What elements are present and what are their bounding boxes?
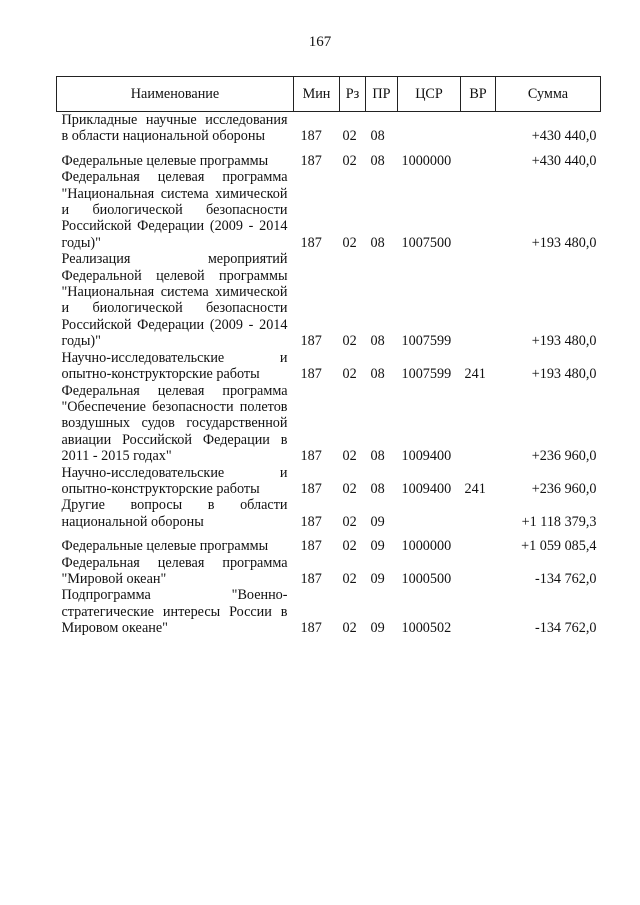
row-min: 187 (300, 152, 322, 169)
row-min: 187 (300, 128, 322, 145)
row-csr: 1009400 (401, 480, 452, 497)
table-row (57, 350, 601, 383)
row-csr: 1000000 (401, 538, 452, 555)
row-csr: 1007599 (401, 366, 452, 383)
page-number: 167 (308, 34, 332, 50)
row-sum: +430 440,0 (531, 152, 597, 169)
row-name: Федеральные целевые программы (61, 152, 269, 169)
row-vr (461, 383, 496, 465)
row-rz: 02 (342, 538, 357, 555)
row-min: 187 (300, 366, 322, 383)
row-csr (398, 112, 461, 145)
row-rz: 02 (342, 333, 357, 350)
row-name: Федеральная целевая программа "Национальная система химической и биологической безопасности Российской Федерации (2009 - 2014 годы)" (61, 169, 288, 251)
row-csr (398, 497, 461, 530)
table-row (57, 383, 601, 465)
row-vr (461, 555, 496, 588)
row-pr: 08 (370, 366, 385, 383)
row-vr (461, 251, 496, 349)
row-pr: 08 (370, 152, 385, 169)
row-pr: 09 (370, 620, 385, 637)
row-vr (461, 169, 496, 251)
row-rz: 02 (342, 570, 357, 587)
row-name: Федеральные целевые программы (61, 538, 269, 555)
table-body (57, 112, 601, 637)
row-vr (461, 145, 496, 169)
row-csr: 1000000 (401, 152, 452, 169)
row-name: Научно-исследовательские и опытно-конструкторские работы (61, 464, 288, 497)
row-name: Другие вопросы в области национальной обороны (61, 497, 288, 530)
row-sum: +236 960,0 (531, 480, 597, 497)
row-pr: 08 (370, 333, 385, 350)
table-row (57, 497, 601, 530)
row-sum: -134 762,0 (535, 620, 597, 637)
row-min: 187 (300, 480, 322, 497)
table-row (57, 169, 601, 251)
row-name: Федеральная целевая программа "Обеспечение безопасности полетов воздушных судов государственной авиации Российской Федерации в 2011 - 2015 годах" (61, 382, 288, 465)
row-name: Реализация мероприятий Федеральной целевой программы "Национальная система химической и биологической безопасности Российской Федерации (2009 - 2014 годы)" (61, 251, 288, 350)
table-row (57, 587, 601, 636)
row-vr: 241 (464, 480, 486, 497)
table-row (57, 555, 601, 588)
budget-table (56, 76, 601, 637)
row-rz: 02 (342, 448, 357, 465)
row-pr: 09 (370, 570, 385, 587)
header-sum: Сумма (496, 77, 601, 112)
table-row (57, 530, 601, 554)
header-min: Мин (294, 77, 340, 112)
row-pr: 08 (370, 480, 385, 497)
row-csr: 1000502 (401, 620, 452, 637)
row-min: 187 (300, 513, 322, 530)
row-pr: 09 (370, 513, 385, 530)
row-csr: 1007500 (401, 234, 452, 251)
row-min: 187 (300, 570, 322, 587)
row-csr: 1009400 (401, 448, 452, 465)
row-sum: +193 480,0 (531, 234, 597, 251)
row-sum: +193 480,0 (531, 333, 597, 350)
row-name: Прикладные научные исследования в области национальной обороны (61, 112, 288, 145)
header-vr: ВР (461, 77, 496, 112)
row-vr (461, 587, 496, 636)
row-sum: -134 762,0 (535, 570, 597, 587)
row-min: 187 (300, 234, 322, 251)
table-header (57, 77, 601, 112)
header-name: Наименование (57, 77, 294, 112)
row-min: 187 (300, 620, 322, 637)
row-min: 187 (300, 448, 322, 465)
row-sum: +236 960,0 (531, 448, 597, 465)
row-name: Подпрограмма "Военно-стратегические интересы России в Мировом океане" (61, 587, 288, 637)
row-sum: +1 118 379,3 (521, 513, 597, 530)
row-name: Научно-исследовательские и опытно-конструкторские работы (61, 349, 288, 383)
row-rz: 02 (342, 513, 357, 530)
row-rz: 02 (342, 234, 357, 251)
table-row (57, 112, 601, 145)
row-vr (461, 112, 496, 145)
header-rz: Рз (340, 77, 366, 112)
table-row (57, 251, 601, 349)
row-sum: +430 440,0 (531, 128, 597, 145)
row-pr: 08 (370, 234, 385, 251)
row-csr: 1000500 (401, 570, 452, 587)
row-vr (461, 497, 496, 530)
row-rz: 02 (342, 480, 357, 497)
row-vr (461, 530, 496, 554)
header-csr: ЦСР (398, 77, 461, 112)
row-min: 187 (300, 538, 322, 555)
row-sum: +193 480,0 (531, 366, 597, 383)
row-pr: 09 (370, 538, 385, 555)
row-rz: 02 (342, 366, 357, 383)
table-row (57, 465, 601, 498)
row-name: Федеральная целевая программа "Мировой океан" (61, 554, 288, 587)
row-vr: 241 (464, 366, 486, 383)
header-pr: ПР (366, 77, 398, 112)
row-rz: 02 (342, 620, 357, 637)
row-rz: 02 (342, 128, 357, 145)
row-sum: +1 059 085,4 (521, 538, 597, 555)
row-rz: 02 (342, 152, 357, 169)
row-pr: 08 (370, 128, 385, 145)
row-csr: 1007599 (401, 333, 452, 350)
row-pr: 08 (370, 448, 385, 465)
table-row (57, 145, 601, 169)
row-min: 187 (300, 333, 322, 350)
